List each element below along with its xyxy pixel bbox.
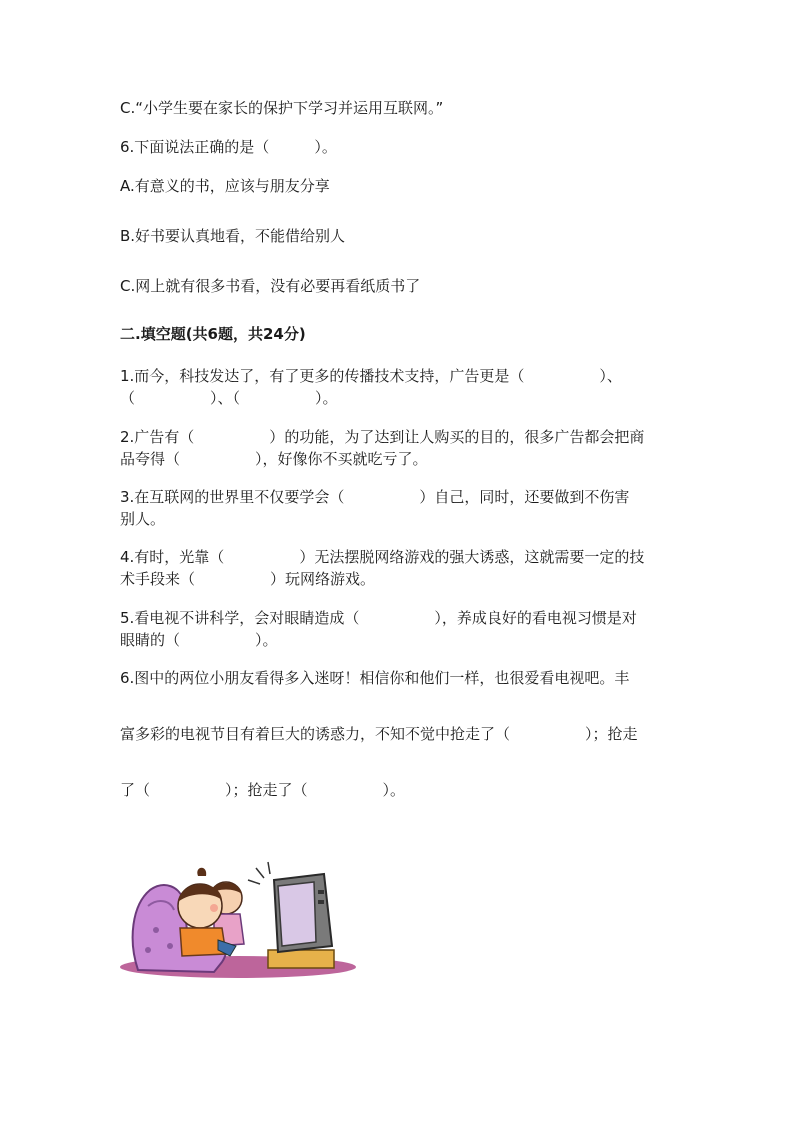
- fill-q4-line2: 术手段来（ ）玩网络游戏。: [120, 570, 376, 588]
- option-b-q6: B.好书要认真地看，不能借给别人: [120, 227, 346, 245]
- fill-q5-line1: 5.看电视不讲科学，会对眼睛造成（ ），养成良好的看电视习惯是对: [120, 609, 637, 627]
- fill-q4-line1: 4.有时，光靠（ ）无法摆脱网络游戏的强大诱惑，这就需要一定的技: [120, 548, 645, 566]
- fill-q6-line1: 6.图中的两位小朋友看得多入迷呀！相信你和他们一样，也很爱看电视吧。丰: [120, 669, 630, 687]
- option-c-q5: C.“小学生要在家长的保护下学习并运用互联网。”: [120, 99, 444, 117]
- tv-screen: [278, 882, 316, 946]
- fill-q3-line2: 别人。: [120, 510, 166, 528]
- fill-q1-line2: （ ）、（ ）。: [120, 389, 338, 407]
- fill-q2-line1: 2.广告有（ ）的功能，为了达到让人购买的目的，很多广告都会把商: [120, 428, 645, 446]
- option-a-q6: A.有意义的书，应该与朋友分享: [120, 177, 330, 195]
- fill-q6-line3: 了（ ）；抢走了（ ）。: [120, 781, 406, 799]
- option-c-q6: C.网上就有很多书看，没有必要再看纸质书了: [120, 277, 421, 295]
- section-heading-fill-in: 二.填空题(共6题，共24分): [120, 325, 306, 343]
- fill-q6-line2: 富多彩的电视节目有着巨大的诱惑力，不知不觉中抢走了（ ）；抢走: [120, 725, 638, 743]
- fill-q2-line2: 品夸得（ ），好像你不买就吃亏了。: [120, 450, 428, 468]
- excitement-marks: [248, 862, 270, 884]
- question-6-stem: 6.下面说法正确的是（ ）。: [120, 138, 337, 156]
- children-watching-tv-illustration: [118, 850, 362, 984]
- fill-q5-line2: 眼睛的（ ）。: [120, 631, 278, 649]
- fill-q3-line1: 3.在互联网的世界里不仅要学会（ ）自己，同时，还要做到不伤害: [120, 488, 630, 506]
- fill-q1-line1: 1.而今，科技发达了，有了更多的传播技术支持，广告更是（ ）、: [120, 367, 622, 385]
